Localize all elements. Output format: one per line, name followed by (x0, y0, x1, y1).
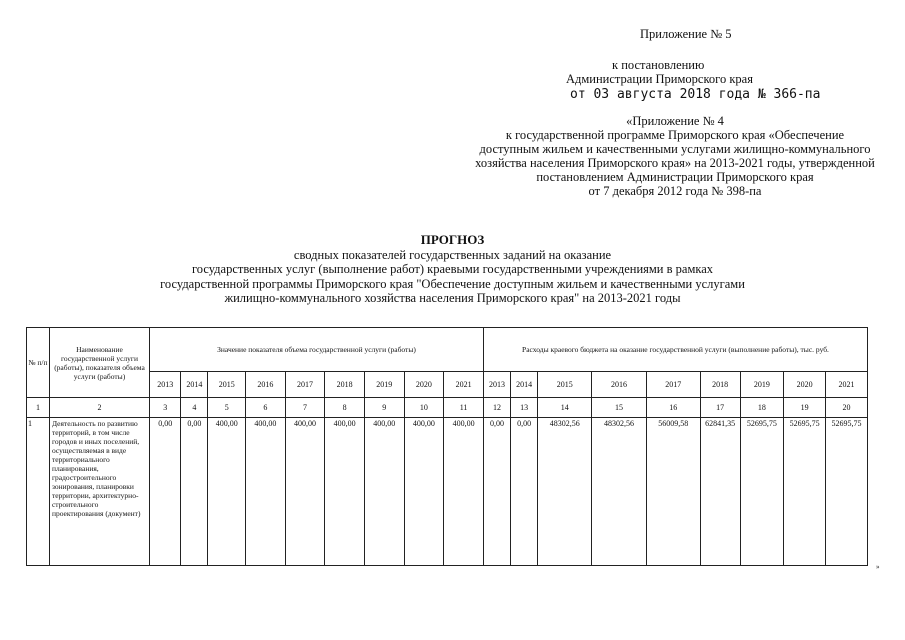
column-index: 7 (285, 398, 325, 418)
column-index: 10 (404, 398, 444, 418)
column-index: 6 (246, 398, 286, 418)
year-header: 2016 (246, 372, 286, 398)
expense-value: 52695,75 (784, 418, 826, 566)
col-num-header: № п/п (27, 328, 50, 398)
title-line-3: государственной программы Приморского края "Обеспечение доступным жильем и качественными услугами (160, 276, 745, 291)
volume-value: 400,00 (404, 418, 444, 566)
column-index: 19 (784, 398, 826, 418)
title-line-4: жилищно-коммунального хозяйства населения Приморского края" на 2013-2021 годы (224, 291, 681, 305)
volume-value: 400,00 (444, 418, 484, 566)
title-main: ПРОГНОЗ (420, 232, 485, 247)
column-index: 20 (826, 398, 868, 418)
year-header: 2018 (700, 372, 740, 398)
column-index: 1 (27, 398, 50, 418)
column-index: 13 (511, 398, 538, 418)
column-index: 18 (740, 398, 784, 418)
year-header: 2016 (592, 372, 646, 398)
year-header: 2019 (740, 372, 784, 398)
year-header: 2020 (784, 372, 826, 398)
column-index: 9 (364, 398, 404, 418)
appendix4-line-6: от 7 декабря 2012 года № 398-па (588, 184, 762, 198)
volume-value: 0,00 (150, 418, 181, 566)
year-header: 2014 (181, 372, 208, 398)
col-name-header: Наименование государственной услуги (работы), показателя объема услуги (работы) (49, 328, 149, 398)
volume-value: 400,00 (285, 418, 325, 566)
group-volume-header: Значение показателя объема государственной услуги (работы) (150, 328, 484, 372)
column-index: 5 (208, 398, 246, 418)
column-index: 4 (181, 398, 208, 418)
year-header: 2015 (208, 372, 246, 398)
volume-value: 400,00 (208, 418, 246, 566)
column-index: 2 (49, 398, 149, 418)
document-title (100, 233, 805, 306)
column-index: 14 (538, 398, 592, 418)
page-continuation-mark: » (876, 563, 880, 571)
row-number: 1 (27, 418, 50, 566)
column-index: 17 (700, 398, 740, 418)
group-expenses-header: Расходы краевого бюджета на оказание государственной услуги (выполнение работы), тыс. руб. (483, 328, 867, 372)
title-line-1: сводных показателей государственных заданий на оказание (293, 247, 612, 262)
column-index-row (27, 398, 868, 418)
administration-label: Администрации Приморского края (566, 72, 753, 86)
year-header: 2013 (150, 372, 181, 398)
appendix4-line-3: доступным жильем и качественными услугами жилищно-коммунального (479, 142, 871, 156)
column-index: 3 (150, 398, 181, 418)
resolution-date-stamp: от 03 августа 2018 года № 366-па (570, 87, 821, 102)
volume-value: 400,00 (246, 418, 286, 566)
expense-value: 62841,35 (700, 418, 740, 566)
expense-value: 48302,56 (592, 418, 646, 566)
appendix4-line-2: к государственной программе Приморского края «Обеспечение (505, 128, 845, 142)
appendix4-line-5: постановлением Администрации Приморского края (536, 170, 814, 184)
volume-value: 0,00 (181, 418, 208, 566)
column-index: 15 (592, 398, 646, 418)
year-header: 2020 (404, 372, 444, 398)
year-header: 2021 (826, 372, 868, 398)
table-row (27, 418, 868, 566)
header-row-groups (27, 328, 868, 372)
expense-value: 0,00 (511, 418, 538, 566)
expense-value: 52695,75 (826, 418, 868, 566)
year-header: 2017 (285, 372, 325, 398)
header-row-years (27, 372, 868, 398)
to-resolution-label: к постановлению (612, 58, 705, 72)
expense-value: 52695,75 (740, 418, 784, 566)
year-header: 2018 (325, 372, 365, 398)
column-index: 12 (483, 398, 510, 418)
expense-value: 56009,58 (646, 418, 700, 566)
appendix-number: Приложение № 5 (640, 27, 732, 41)
appendix4-line-4: хозяйства населения Приморского края» на 2013-2021 годы, утвержденной (475, 156, 875, 170)
year-header: 2021 (444, 372, 484, 398)
forecast-table (26, 327, 868, 566)
year-header: 2017 (646, 372, 700, 398)
year-header: 2015 (538, 372, 592, 398)
expense-value: 0,00 (483, 418, 510, 566)
column-index: 11 (444, 398, 484, 418)
appendix4-line-1: «Приложение № 4 (626, 114, 724, 128)
year-header: 2014 (511, 372, 538, 398)
title-line-2: государственных услуг (выполнение работ) краевыми государственными учреждениями в рамках (191, 262, 714, 276)
volume-value: 400,00 (364, 418, 404, 566)
service-name: Деятельность по развитию территорий, в том числе городов и иных поселений, осуществляемая в виде территориального планирования, градостроительного зонирования, планировки территории, архитектурно-строительного проектирования (документ) (49, 418, 149, 566)
year-header: 2019 (364, 372, 404, 398)
column-index: 16 (646, 398, 700, 418)
year-header: 2013 (483, 372, 510, 398)
column-index: 8 (325, 398, 365, 418)
expense-value: 48302,56 (538, 418, 592, 566)
volume-value: 400,00 (325, 418, 365, 566)
